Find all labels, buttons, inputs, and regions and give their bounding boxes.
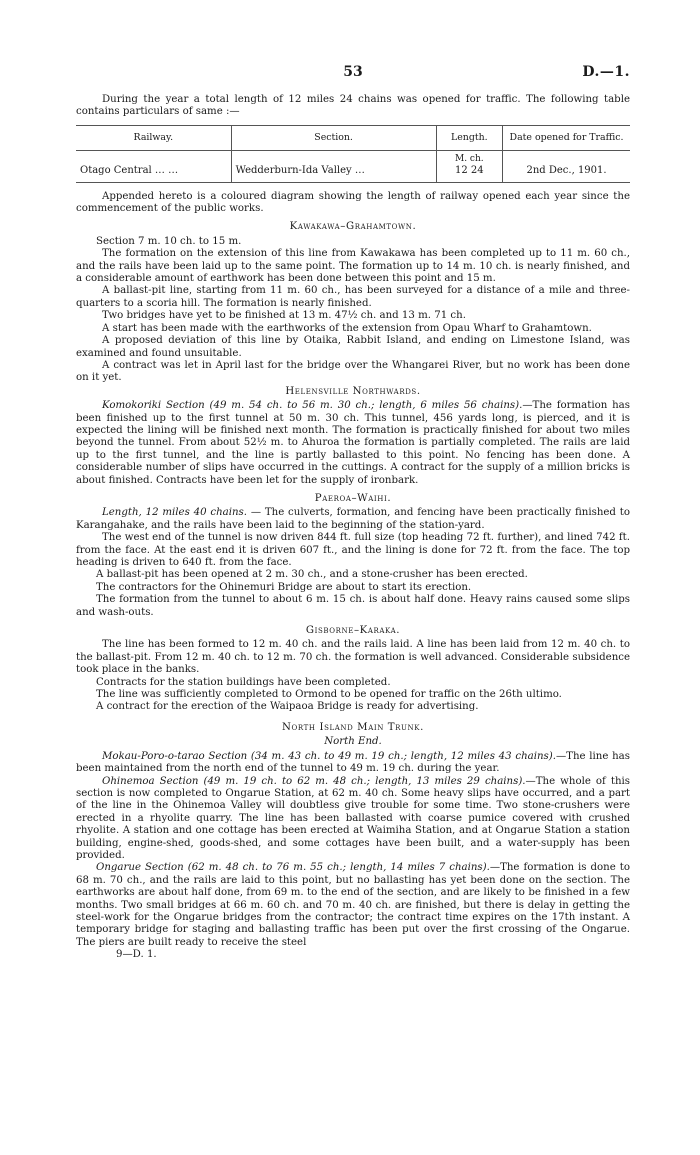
paragraph: Mokau-Poro-o-tarao Section (34 m. 43 ch. to 49 m. 19 ch.; length, 12 miles 43 chains).—The line has been maintained from the north end of the tunnel to 49 m. 19 ch. during the year. bbox=[76, 750, 630, 775]
col-railway: Railway. bbox=[76, 125, 231, 150]
paragraph: Komokoriki Section (49 m. 54 ch. to 56 m. 30 ch.; length, 6 miles 56 chains).—The formation has been finished up to the first tunnel at 50 m. 30 ch. This tunnel, 456 yards long, is pierced, and it is expected the lining will be finished next month. The formation is practically finished for about two miles beyond the tunnel. From about 52½ m. to Ahuroa the formation is partially completed. The rails are laid up to the first tunnel, and the line is partly ballasted to this point. No fencing has been done. A considerable number of slips have occurred in the cuttings. A contract for the supply of a million bricks is about finished. Contracts have been let for the supply of ironbark. bbox=[76, 400, 630, 486]
col-section: Section. bbox=[231, 125, 436, 150]
section-lead: Komokoriki Section (49 m. 54 ch. to 56 m. 30 ch.; length, 6 miles 56 chains). bbox=[102, 400, 523, 412]
length-units: M. ch. bbox=[455, 154, 484, 165]
section-lead: Ongarue Section (62 m. 48 ch. to 76 m. 55 ch.; length, 14 miles 7 chains). bbox=[96, 862, 490, 874]
paragraph: Section 7 m. 10 ch. to 15 m. bbox=[96, 235, 242, 247]
col-length: Length. bbox=[436, 125, 502, 150]
paragraph: Contracts for the station buildings have been completed. bbox=[96, 676, 391, 688]
cell-length bbox=[436, 151, 502, 182]
paragraph: The west end of the tunnel is now driven 844 ft. full size (top heading 72 ft. further), and lined 742 ft. from the face. At the east end it is driven 607 ft., and the lining is done for 72 ft. from the face. The top heading is driven to 640 ft. from the face. bbox=[76, 532, 630, 568]
paragraph: The contractors for the Ohinemuri Bridge are about to start its erection. bbox=[96, 581, 472, 593]
paragraph: A ballast-pit has been opened at 2 m. 30 ch., and a stone-crusher has been erected. bbox=[96, 569, 528, 581]
section-lead: Mokau-Poro-o-tarao Section (34 m. 43 ch. to 49 m. 19 ch.; length, 12 miles 43 chains). bbox=[102, 750, 556, 762]
signature-mark: 9—D. 1. bbox=[116, 949, 157, 961]
paragraph: Ohinemoa Section (49 m. 19 ch. to 62 m. 48 ch.; length, 13 miles 29 chains).—The whole of this section is now completed to Ongarue Station, at 62 m. 40 ch. Some heavy slips have occurred, and a part of the line in the Ohinemoa Valley will doubtless give trouble for some time. Two stone-crushers were erected in a rhyolite quarry. The line has been ballasted with coarse pumice covered with crushed rhyolite. A station and one cottage has been erected at Waimiha Station, and at Ongarue Station a station building, engine-shed, goods-shed, and some cottages have been built, and a water-supply has been provided. bbox=[76, 775, 630, 861]
paragraph: The formation from the tunnel to about 6 m. 15 ch. is about half done. Heavy rains caused some slips and wash-outs. bbox=[76, 594, 630, 618]
paragraph: Length, 12 miles 40 chains. — The culverts, formation, and fencing have been practically finished to Karangahake, and the rails have been laid to the beginning of the station-yard. bbox=[76, 507, 630, 531]
paragraph: A ballast-pit line, starting from 11 m. 60 ch., has been surveyed for a distance of a mile and three-quarters to a scoria hill. The formation is nearly finished. bbox=[76, 285, 630, 309]
length-value: 12 24 bbox=[455, 165, 484, 177]
paragraph: Ongarue Section (62 m. 48 ch. to 76 m. 55 ch.; length, 14 miles 7 chains).—The formation is done to 68 m. 70 ch., and the rails are laid to this point, but no ballasting has yet been done on the section. The earthworks are about half done, from 69 m. to the end of the section, and are likely to be finished in a few months. Two small bridges at 66 m. 60 ch. and 70 m. 40 ch. are finished, but there is delay in getting the steel-work for the Ongarue bridges from the contractor; the contract time expires on the 17th instant. A temporary bridge for staging and ballasting traffic has been put over the first crossing of the Ongarue. The piers are built ready to receive the steel bbox=[76, 862, 630, 948]
cell-railway: Otago Central … … bbox=[76, 151, 231, 182]
section-heading-helensville: Helensville Northwards. bbox=[285, 385, 421, 397]
section-subheading: North End. bbox=[324, 736, 382, 748]
paragraph: Two bridges have yet to be finished at 13 m. 47½ ch. and 13 m. 71 ch. bbox=[102, 310, 466, 322]
paragraph: The formation on the extension of this line from Kawakawa has been completed up to 11 m. 60 ch., and the rails have been laid up to the same point. The formation up to 14 m. 10 ch. is nearly finished, and a considerable amount of earthwork has been done between this point and 15 m. bbox=[76, 248, 630, 285]
paragraph: A proposed deviation of this line by Otaika, Rabbit Island, and ending on Limestone Island, was examined and found unsuitable. bbox=[76, 335, 630, 359]
intro-paragraph: During the year a total length of 12 miles 24 chains was opened for traffic. The following table contains particulars of same :— bbox=[76, 94, 630, 118]
table-header-row bbox=[76, 125, 630, 150]
paragraph: A contract for the erection of the Waipaoa Bridge is ready for advertising. bbox=[96, 701, 479, 713]
paragraph: A start has been made with the earthworks of the extension from Opau Wharf to Grahamtown. bbox=[102, 322, 592, 334]
paragraph: The line was sufficiently completed to Ormond to be opened for traffic on the 26th ultimo. bbox=[96, 689, 562, 701]
section-heading-gisborne: Gisborne–Karaka. bbox=[305, 625, 401, 637]
section-lead: Length, 12 miles 40 chains. bbox=[102, 507, 248, 519]
page-header bbox=[76, 66, 630, 94]
openings-table bbox=[76, 125, 630, 183]
cell-date: 2nd Dec., 1901. bbox=[503, 151, 630, 182]
section-heading-paeroa: Paeroa–Waihi. bbox=[314, 492, 392, 504]
section-lead: Ohinemoa Section (49 m. 19 ch. to 62 m. 48 ch.; length, 13 miles 29 chains). bbox=[102, 775, 526, 787]
paragraph: A contract was let in April last for the bridge over the Whangarei River, but no work has been done on it yet. bbox=[76, 359, 630, 384]
col-date: Date opened for Traffic. bbox=[503, 125, 630, 150]
section-heading-kawakawa: Kawakawa–Grahamtown. bbox=[289, 221, 417, 233]
document-reference: D.—1. bbox=[582, 64, 630, 80]
after-table-paragraph: Appended hereto is a coloured diagram showing the length of railway opened each year since the commencement of the public works. bbox=[76, 190, 630, 215]
section-heading-nimt: North Island Main Trunk. bbox=[282, 721, 424, 733]
page-number: 53 bbox=[343, 64, 363, 80]
table-row bbox=[76, 151, 630, 182]
cell-section: Wedderburn-Ida Valley … bbox=[231, 151, 436, 182]
paragraph: The line has been formed to 12 m. 40 ch. and the rails laid. A line has been laid from 12 m. 40 ch. to the ballast-pit. From 12 m. 40 ch. to 12 m. 70 ch. the formation is well advanced. Considerable subsidence took place in the banks. bbox=[76, 639, 630, 676]
